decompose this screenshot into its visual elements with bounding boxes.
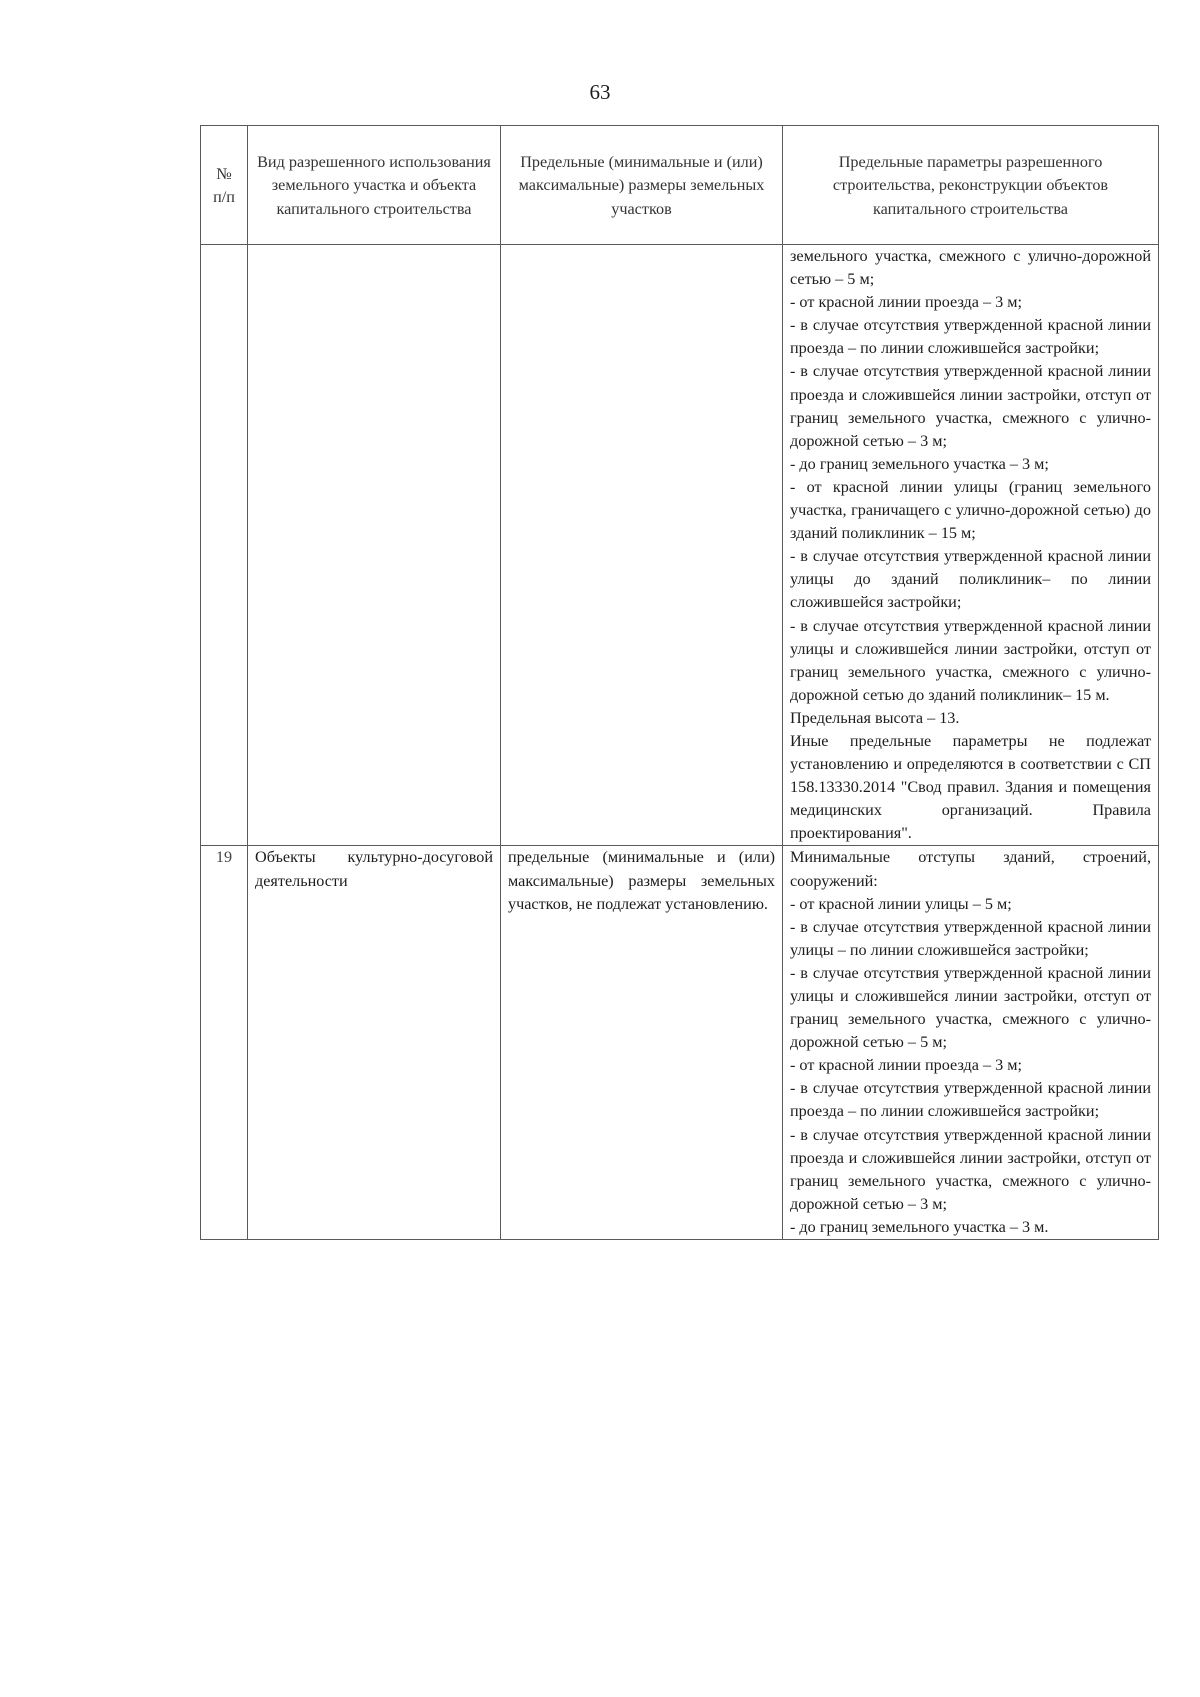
parameter-line: Иные предельные параметры не подлежат установлению и определяются в соответствии с СП 158.13330.2014 "Свод правил. Здания и помещения медицинских организаций. Правила проектирования". xyxy=(790,731,1151,843)
parameter-line: - от красной линии улицы (границ земельного участка, граничащего с улично-дорожной сетью) до зданий поликлиник – 15 м; xyxy=(790,477,1151,543)
plot-sizes-cell xyxy=(501,245,783,846)
header-number: № п/п xyxy=(201,126,248,245)
row-number-cell: 19 xyxy=(201,846,248,1240)
header-plot-sizes: Предельные (минимальные и (или) максимальные) размеры земельных участков xyxy=(501,126,783,245)
parameters-cell xyxy=(783,846,1159,1240)
parameter-line: - в случае отсутствия утвержденной красной линии проезда – по линии сложившейся застройки; xyxy=(790,1079,1151,1121)
parameters-table xyxy=(200,125,1159,1240)
parameters-cell xyxy=(783,245,1159,846)
parameter-line: - в случае отсутствия утвержденной красной линии проезда – по линии сложившейся застройки; xyxy=(790,316,1151,358)
parameter-line: - от красной линии улицы – 5 м; xyxy=(790,894,1012,913)
parameter-line: - до границ земельного участка – 3 м; xyxy=(790,454,1049,473)
parameter-line: - до границ земельного участка – 3 м. xyxy=(790,1217,1049,1236)
parameter-line: - в случае отсутствия утвержденной красной линии улицы – по линии сложившейся застройки; xyxy=(790,917,1151,959)
parameter-line: земельного участка, смежного с улично-дорожной сетью – 5 м; xyxy=(790,247,1151,289)
use-type-cell xyxy=(248,245,501,846)
use-type-cell xyxy=(248,846,501,1240)
use-type-text: Объекты культурно-досуговой деятельности xyxy=(255,848,493,890)
table-row xyxy=(201,846,1159,1240)
parameter-line: - от красной линии проезда – 3 м; xyxy=(790,293,1023,312)
parameter-line: - в случае отсутствия утвержденной красной линии улицы до зданий поликлиник– по линии сложившейся застройки; xyxy=(790,547,1151,612)
parameter-line: Минимальные отступы зданий, строений, сооружений: xyxy=(790,848,1151,890)
header-parameters: Предельные параметры разрешенного строительства, реконструкции объектов капитального строительства xyxy=(783,126,1159,245)
table-row xyxy=(201,245,1159,846)
row-number-cell xyxy=(201,245,248,846)
parameter-line: - в случае отсутствия утвержденной красной линии улицы и сложившейся линии застройки, отступ от границ земельного участка, смежного с улично-дорожной сетью до зданий поликлиник– 15 м. xyxy=(790,616,1151,704)
parameter-line: - в случае отсутствия утвержденной красной линии проезда и сложившейся линии застройки, отступ от границ земельного участка, смежного с улично-дорожной сетью – 3 м; xyxy=(790,1125,1151,1213)
header-use-type: Вид разрешенного использования земельного участка и объекта капитального строительства xyxy=(248,126,501,245)
parameter-line: - в случае отсутствия утвержденной красной линии улицы и сложившейся линии застройки, отступ от границ земельного участка, смежного с улично-дорожной сетью – 5 м; xyxy=(790,963,1151,1052)
plot-sizes-cell: предельные (минимальные и (или) максимальные) размеры земельных участков, не подлежат установлению. xyxy=(501,846,783,1240)
parameter-line: - от красной линии проезда – 3 м; xyxy=(790,1056,1023,1075)
parameter-line: - в случае отсутствия утвержденной красной линии проезда и сложившейся линии застройки, отступ от границ земельного участка, смежного с улично-дорожной сетью – 3 м; xyxy=(790,362,1151,450)
table-header-row xyxy=(201,126,1159,245)
parameter-line: Предельная высота – 13. xyxy=(790,708,960,727)
page-number: 63 xyxy=(589,80,611,104)
